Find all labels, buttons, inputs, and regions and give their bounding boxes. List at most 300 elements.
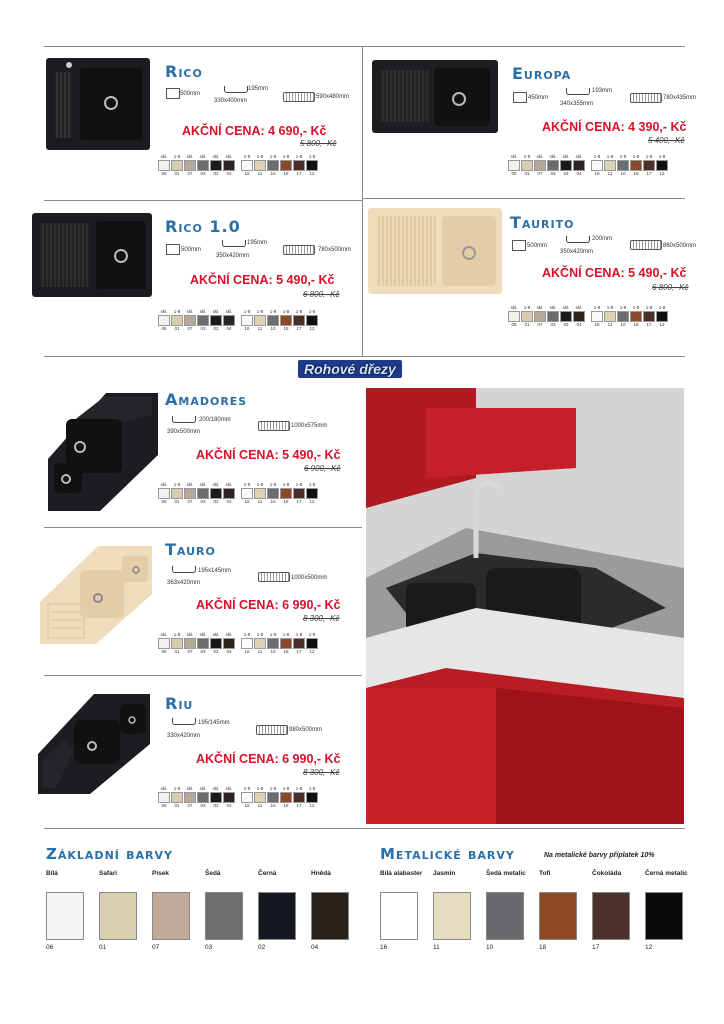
tauro-title: Tauro	[165, 540, 216, 559]
swatch-code: 04	[576, 171, 582, 176]
riu-depth: 195/145mm	[198, 720, 230, 726]
swatch-label: 1-8	[243, 154, 251, 159]
color-name: Bílá	[46, 870, 58, 877]
rico-depth: 195mm	[248, 86, 269, 92]
swatch-label: 1-8	[619, 154, 627, 159]
taurito-bowl-icon	[512, 240, 526, 251]
swatch-code: 16	[244, 171, 250, 176]
swatch-code: 16	[244, 326, 250, 331]
riu-title: Riu	[165, 694, 194, 713]
swatch-color	[293, 638, 305, 649]
swatch-code: 12	[659, 171, 665, 176]
swatch-color	[643, 160, 655, 171]
rico10-depth-icon	[222, 240, 246, 247]
rico-bowl-icon	[166, 88, 180, 99]
europa-swatches	[508, 154, 668, 177]
swatch-label: skl.	[510, 305, 518, 310]
taurito-price: AKČNÍ CENA: 5 490,- Kč	[542, 266, 687, 280]
swatch-code: 18	[633, 171, 639, 176]
top-rule	[44, 46, 685, 47]
color-swatch	[547, 154, 559, 177]
color-swatch	[158, 632, 170, 655]
swatch-code: 17	[296, 171, 302, 176]
color-swatch	[197, 154, 209, 177]
amadores-sink-image	[44, 385, 160, 513]
swatch-code: 01	[174, 171, 180, 176]
color-name: Šedá metalic	[486, 870, 526, 877]
swatch-code: 03	[550, 322, 556, 327]
swatch-code: 17	[646, 322, 652, 327]
europa-sink-image	[372, 60, 498, 133]
swatch-color	[223, 488, 235, 499]
color-swatch	[223, 632, 235, 655]
swatch-color	[573, 160, 585, 171]
color-swatch	[521, 305, 533, 328]
color-swatch	[508, 154, 520, 177]
swatch-code: 11	[607, 171, 613, 176]
taurito-cabinet: 350x420mm	[560, 249, 594, 255]
swatch-label: 1-8	[308, 632, 316, 637]
swatch-color	[573, 311, 585, 322]
swatch-label: skl.	[199, 632, 207, 637]
color-swatch	[643, 305, 655, 328]
color-name: Šedá	[205, 870, 221, 877]
riu-swatches	[158, 786, 318, 809]
metallic-colors-title: Metalické barvy	[380, 845, 515, 863]
swatch-label: 1-8	[645, 305, 653, 310]
color-code: 04	[311, 944, 319, 951]
swatch-color	[617, 160, 629, 171]
color-swatch	[280, 482, 292, 505]
color-name: Tofi	[539, 870, 551, 877]
color-code: 01	[99, 944, 107, 951]
taurito-title: Taurito	[510, 213, 575, 232]
swatch-code: 02	[213, 499, 219, 504]
color-swatch	[241, 786, 253, 809]
swatch-code: 04	[226, 326, 232, 331]
swatch-color	[197, 160, 209, 171]
swatch-label: skl.	[186, 154, 194, 159]
europa-size: 780x435mm	[663, 95, 697, 101]
swatch-color	[293, 160, 305, 171]
color-swatch	[280, 309, 292, 332]
color-swatch	[223, 309, 235, 332]
color-name: Hnědá	[311, 870, 331, 877]
color-swatch	[158, 309, 170, 332]
swatch-color	[158, 315, 170, 326]
rico-depth-icon	[224, 86, 248, 93]
rico10-swatches	[158, 309, 318, 332]
swatch-label: 1-8	[645, 154, 653, 159]
swatch-color	[241, 315, 253, 326]
color-swatch	[573, 154, 585, 177]
swatch-label: skl.	[575, 305, 583, 310]
color-swatch	[158, 786, 170, 809]
color-swatch	[604, 305, 616, 328]
swatch-code: 18	[633, 322, 639, 327]
swatch-label: 1-8	[269, 632, 277, 637]
swatch-label: skl.	[225, 786, 233, 791]
swatch-color	[171, 792, 183, 803]
color-swatch	[254, 786, 266, 809]
swatch-code: 06	[161, 171, 167, 176]
swatch-code: 10	[270, 803, 276, 808]
swatch-code: 12	[309, 803, 315, 808]
color-swatch	[158, 482, 170, 505]
amadores-cabinet: 390x500mm	[167, 429, 201, 435]
color-name: Safari	[99, 870, 118, 877]
color-swatch	[210, 632, 222, 655]
swatch-color	[280, 315, 292, 326]
swatch-code: 06	[161, 326, 167, 331]
swatch-color	[656, 311, 668, 322]
swatch-label: skl.	[212, 154, 220, 159]
swatch-color	[306, 315, 318, 326]
swatch-code: 07	[187, 171, 193, 176]
color-swatch	[547, 305, 559, 328]
swatch-label: 1-8	[295, 786, 303, 791]
swatch-code: 10	[270, 499, 276, 504]
swatch-label: skl.	[212, 482, 220, 487]
color-swatch	[241, 482, 253, 505]
swatch-code: 03	[550, 171, 556, 176]
color-swatch	[210, 482, 222, 505]
rico10-title: Rico 1.0	[165, 217, 241, 236]
color-swatch	[254, 309, 266, 332]
center-divider	[362, 46, 363, 356]
swatch-label: 1-8	[593, 154, 601, 159]
swatch-code: 02	[213, 326, 219, 331]
swatch-label: skl.	[549, 154, 557, 159]
swatch-code: 12	[309, 171, 315, 176]
color-swatch	[197, 632, 209, 655]
swatch-color	[280, 488, 292, 499]
swatch-color	[197, 315, 209, 326]
swatch-label: skl.	[186, 632, 194, 637]
swatch-code: 04	[226, 171, 232, 176]
swatch-color	[241, 160, 253, 171]
swatch-code: 10	[270, 326, 276, 331]
tauro-price: AKČNÍ CENA: 6 990,- Kč	[196, 598, 341, 612]
color-code: 02	[258, 944, 266, 951]
swatch-color	[210, 638, 222, 649]
swatch-color	[158, 160, 170, 171]
swatch-label: skl.	[160, 309, 168, 314]
swatch-color	[241, 792, 253, 803]
taurito-size-icon	[630, 240, 662, 250]
swatch-label: skl.	[186, 309, 194, 314]
color-name: Jasmín	[433, 870, 456, 877]
amadores-size: 1000x575mm	[291, 423, 328, 429]
swatch-color	[521, 311, 533, 322]
swatch-color	[197, 488, 209, 499]
color-swatch	[617, 305, 629, 328]
swatch-label: 1-8	[243, 632, 251, 637]
color-swatch	[241, 154, 253, 177]
swatch-color	[223, 160, 235, 171]
taurito-size: 860x500mm	[663, 243, 697, 249]
swatch-label: 1-8	[606, 305, 614, 310]
swatch-code: 02	[213, 803, 219, 808]
swatch-code: 03	[200, 649, 206, 654]
amadores-old-price: 6 900,- Kč	[304, 464, 341, 473]
swatch-label: 1-8	[282, 786, 290, 791]
swatch-label: 1-8	[256, 309, 264, 314]
swatch-code: 03	[200, 499, 206, 504]
swatch-label: 1-8	[243, 786, 251, 791]
color-swatch	[656, 154, 668, 177]
rico10-bowl-icon	[166, 244, 180, 255]
swatch-label: 1-8	[606, 154, 614, 159]
swatch-code: 16	[594, 171, 600, 176]
color-swatch	[184, 482, 196, 505]
taurito-depth: 200mm	[592, 236, 613, 242]
swatch-label: skl.	[160, 632, 168, 637]
rico10-size: 780x500mm	[318, 247, 352, 253]
swatch-label: skl.	[562, 154, 570, 159]
rico10-bowl: 500mm	[181, 247, 202, 253]
rico-swatches	[158, 154, 318, 177]
swatch-color	[267, 160, 279, 171]
swatch-code: 18	[283, 499, 289, 504]
swatch-code: 01	[524, 322, 530, 327]
swatch-color	[210, 315, 222, 326]
swatch-label: 1-8	[308, 309, 316, 314]
swatch-color	[171, 638, 183, 649]
taurito-bowl: 500mm	[527, 243, 548, 249]
swatch-label: skl.	[510, 154, 518, 159]
color-sample	[311, 892, 349, 940]
swatch-code: 07	[537, 322, 543, 327]
swatch-label: skl.	[160, 786, 168, 791]
color-swatch	[210, 786, 222, 809]
swatch-color	[604, 311, 616, 322]
swatch-code: 11	[257, 326, 263, 331]
rico10-cabinet: 350x420mm	[216, 253, 250, 259]
swatch-label: 1-8	[256, 482, 264, 487]
swatch-code: 16	[244, 803, 250, 808]
swatch-label: 1-8	[269, 154, 277, 159]
riu-price: AKČNÍ CENA: 6 990,- Kč	[196, 752, 341, 766]
color-code: 07	[152, 944, 160, 951]
swatch-color	[267, 792, 279, 803]
swatch-label: 1-8	[308, 482, 316, 487]
color-sample	[46, 892, 84, 940]
color-swatch	[630, 154, 642, 177]
swatch-label: 1-8	[295, 632, 303, 637]
swatch-label: 1-8	[658, 305, 666, 310]
swatch-color	[241, 488, 253, 499]
swatch-label: 1-8	[523, 305, 531, 310]
swatch-color	[280, 792, 292, 803]
swatch-code: 01	[174, 499, 180, 504]
swatch-color	[508, 160, 520, 171]
swatch-label: 1-8	[295, 482, 303, 487]
riu-depth-icon	[172, 718, 196, 725]
swatch-label: skl.	[562, 305, 570, 310]
riu-size-icon	[256, 725, 288, 735]
swatch-color	[267, 488, 279, 499]
swatch-code: 17	[296, 326, 302, 331]
swatch-code: 17	[296, 803, 302, 808]
swatch-label: 1-8	[282, 154, 290, 159]
color-swatch	[197, 482, 209, 505]
swatch-color	[184, 792, 196, 803]
color-swatch	[158, 154, 170, 177]
tauro-size: 1000x500mm	[291, 575, 328, 581]
swatch-color	[267, 638, 279, 649]
color-swatch	[254, 154, 266, 177]
color-swatch	[267, 154, 279, 177]
swatch-code: 12	[659, 322, 665, 327]
color-swatch	[306, 786, 318, 809]
tauro-sink-image	[36, 542, 156, 648]
europa-title: Europa	[512, 64, 572, 83]
amadores-swatches	[158, 482, 318, 505]
color-swatch	[171, 309, 183, 332]
row-divider-corner-1	[44, 527, 362, 528]
swatch-label: skl.	[225, 632, 233, 637]
color-name: Bílá alabaster	[380, 870, 423, 877]
swatch-color	[560, 160, 572, 171]
color-swatch	[591, 154, 603, 177]
swatch-label: 1-8	[282, 482, 290, 487]
color-code: 18	[539, 944, 547, 951]
color-sample	[99, 892, 137, 940]
rico10-size-icon	[283, 245, 315, 255]
color-swatch	[534, 154, 546, 177]
swatch-color	[184, 638, 196, 649]
color-swatch	[197, 786, 209, 809]
rico-size: 590x480mm	[316, 94, 350, 100]
swatch-code: 02	[213, 171, 219, 176]
swatch-color	[158, 638, 170, 649]
tauro-old-price: 8 300,- Kč	[303, 614, 340, 623]
color-swatch	[267, 482, 279, 505]
swatch-label: skl.	[212, 632, 220, 637]
section-divider	[44, 356, 685, 357]
tauro-depth-icon	[172, 566, 196, 573]
swatch-label: skl.	[186, 786, 194, 791]
swatch-label: 1-8	[308, 154, 316, 159]
swatch-label: 1-8	[269, 309, 277, 314]
swatch-label: skl.	[212, 786, 220, 791]
swatch-label: skl.	[536, 305, 544, 310]
metallic-note: Na metalické barvy příplatek 10%	[544, 852, 655, 859]
swatch-code: 07	[537, 171, 543, 176]
amadores-price: AKČNÍ CENA: 5 490,- Kč	[196, 448, 341, 462]
swatch-color	[306, 160, 318, 171]
swatch-code: 11	[257, 649, 263, 654]
swatch-label: 1-8	[256, 632, 264, 637]
color-swatch	[293, 154, 305, 177]
europa-bowl-icon	[513, 92, 527, 103]
color-swatch	[184, 309, 196, 332]
swatch-label: skl.	[199, 482, 207, 487]
rico10-sink-image	[32, 213, 152, 297]
swatch-code: 18	[283, 326, 289, 331]
swatch-label: 1-8	[256, 786, 264, 791]
swatch-label: skl.	[549, 305, 557, 310]
swatch-label: 1-8	[256, 154, 264, 159]
swatch-label: 1-8	[658, 154, 666, 159]
swatch-code: 01	[174, 649, 180, 654]
swatch-code: 17	[296, 499, 302, 504]
riu-size: 980x500mm	[289, 727, 323, 733]
bottom-divider	[44, 828, 685, 829]
europa-depth-icon	[566, 88, 590, 95]
swatch-color	[293, 488, 305, 499]
swatch-color	[547, 160, 559, 171]
swatch-code: 17	[296, 649, 302, 654]
color-code: 10	[486, 944, 494, 951]
swatch-code: 11	[607, 322, 613, 327]
amadores-depth: 200/180mm	[199, 417, 231, 423]
riu-sink-image	[34, 690, 154, 798]
swatch-color	[210, 160, 222, 171]
swatch-label: skl.	[212, 309, 220, 314]
taurito-old-price: 6 800,- Kč	[652, 283, 689, 292]
swatch-label: skl.	[186, 482, 194, 487]
swatch-label: skl.	[160, 482, 168, 487]
swatch-code: 04	[226, 803, 232, 808]
swatch-color	[508, 311, 520, 322]
color-swatch	[241, 632, 253, 655]
color-swatch	[293, 482, 305, 505]
swatch-color	[254, 315, 266, 326]
swatch-color	[591, 311, 603, 322]
color-swatch	[293, 786, 305, 809]
europa-old-price: 5 400,- Kč	[648, 136, 685, 145]
swatch-label: skl.	[199, 309, 207, 314]
swatch-color	[560, 311, 572, 322]
color-swatch	[521, 154, 533, 177]
swatch-label: skl.	[225, 309, 233, 314]
color-swatch	[306, 309, 318, 332]
color-sample	[592, 892, 630, 940]
swatch-color	[534, 311, 546, 322]
swatch-color	[184, 160, 196, 171]
swatch-color	[254, 488, 266, 499]
tauro-depth: 195x145mm	[198, 568, 232, 574]
color-sample	[258, 892, 296, 940]
corner-sinks-banner: Rohové dřezy	[298, 360, 402, 378]
europa-bowl: 450mm	[528, 95, 549, 101]
swatch-color	[210, 792, 222, 803]
color-swatch	[223, 786, 235, 809]
europa-price: AKČNÍ CENA: 4 390,- Kč	[542, 120, 687, 134]
color-swatch	[171, 632, 183, 655]
swatch-code: 03	[200, 326, 206, 331]
color-swatch	[210, 154, 222, 177]
color-swatch	[617, 154, 629, 177]
swatch-label: 1-8	[173, 632, 181, 637]
swatch-color	[254, 792, 266, 803]
swatch-color	[171, 315, 183, 326]
row-divider-left	[44, 200, 362, 201]
swatch-label: 1-8	[173, 482, 181, 487]
swatch-color	[210, 488, 222, 499]
color-swatch	[560, 154, 572, 177]
rico-bowl: 500mm	[180, 91, 201, 97]
swatch-code: 04	[226, 499, 232, 504]
color-sample	[433, 892, 471, 940]
swatch-code: 06	[511, 171, 517, 176]
swatch-code: 07	[187, 803, 193, 808]
color-swatch	[656, 305, 668, 328]
swatch-label: skl.	[199, 786, 207, 791]
swatch-label: 1-8	[308, 786, 316, 791]
